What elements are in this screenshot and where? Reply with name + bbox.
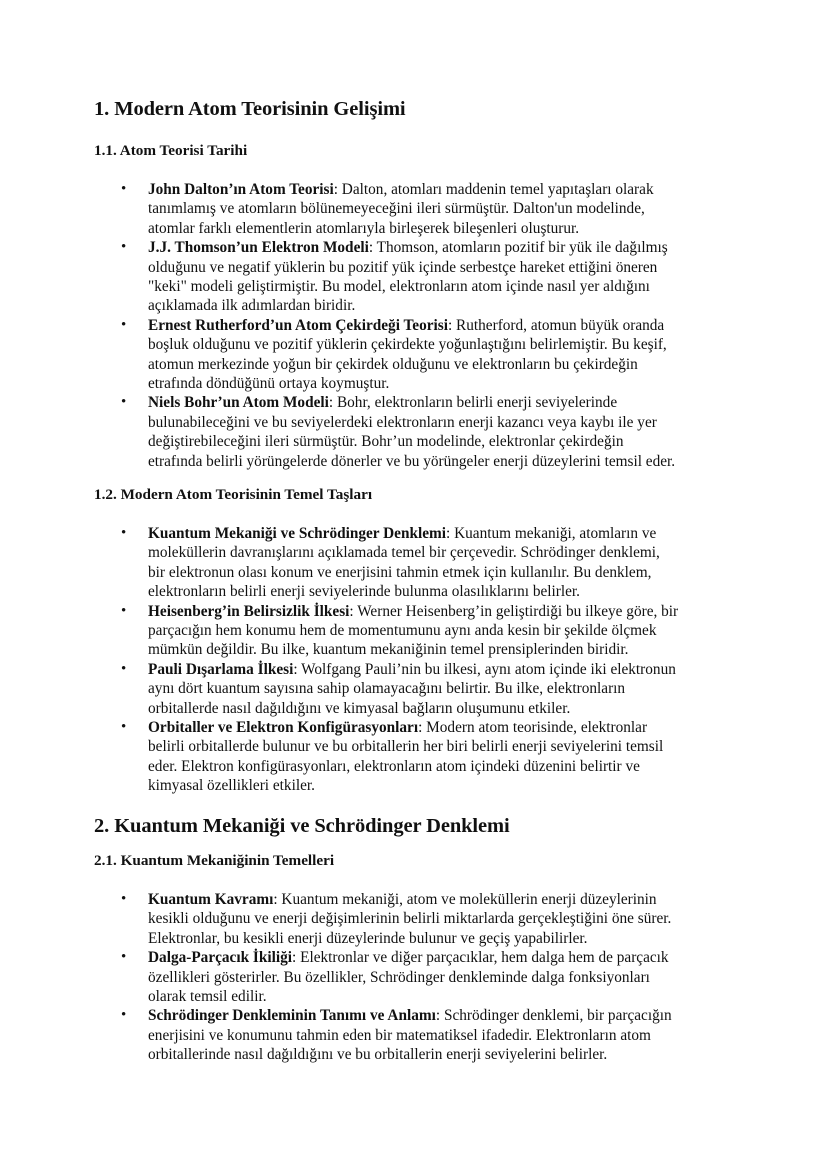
bullet-icon: •: [121, 891, 127, 907]
item-text: : Thomson, atomların pozitif bir yük ile dağılmış: [368, 239, 668, 257]
item-term: Kuantum Mekaniği ve Schrödinger Denklemi: [148, 525, 447, 542]
item-text: orbitallerinde nasıl dağıldığını ve bu orbitallerin enerji seviyelerini belirler.: [148, 1046, 608, 1064]
bullet-icon: •: [121, 719, 127, 736]
item-term: Kuantum Kavramı: [148, 891, 274, 908]
item-text: : Elektronlar ve diğer parçacıklar, hem dalga hem de parçacık: [292, 949, 669, 967]
item-text: bir elektronun olası konum ve enerjisini tahmin etmek için kullanılır. Bu denklem,: [148, 563, 652, 581]
list-item: [0, 1006, 828, 1064]
item-text: enerjisini ve konumunu tahmin eden bir matematiksel ifadedir. Elektronların atom: [148, 1026, 651, 1044]
list-item: [0, 948, 828, 1006]
bullet-list-1-1: [0, 180, 828, 471]
item-text: Elektronlar, bu kesikli enerji düzeylerinde bulunur ve geçiş yapabilirler.: [148, 929, 588, 947]
item-term: Heisenberg’in Belirsizlik İlkesi: [148, 602, 350, 620]
item-text: etrafında belirli yörüngelerde dönerler ve bu yörüngeler enerji düzeylerini temsil eder.: [148, 452, 676, 470]
list-item: [0, 393, 828, 471]
bullet-list-1-2: [0, 524, 828, 796]
item-term: John Dalton’ın Atom Teorisi: [148, 181, 334, 198]
bullet-icon: •: [121, 181, 127, 197]
list-item: [0, 718, 828, 796]
section-heading-1: 1. Modern Atom Teorisinin Gelişimi: [94, 98, 406, 120]
item-text: : Schrödinger denklemi, bir parçacığın: [435, 1007, 672, 1025]
item-text: mümkün değildir. Bu ilke, kuantum mekaniğinin temel prensiplerinden biridir.: [148, 641, 629, 659]
list-item: [0, 660, 828, 718]
list-item: [0, 890, 828, 948]
subsection-heading-2-1: 2.1. Kuantum Mekaniğinin Temelleri: [94, 852, 335, 869]
item-text: açıklamada ilk adımlardan biridir.: [148, 297, 356, 315]
item-text: : Dalton, atomları maddenin temel yapıtaşları olarak: [333, 181, 654, 198]
item-text: : Rutherford, atomun büyük oranda: [447, 316, 665, 334]
item-text: olduğunu ve negatif yüklerin bu pozitif yük içinde serbestçe hareket ettiğini öneren: [148, 258, 658, 276]
bullet-icon: •: [121, 1007, 127, 1024]
item-text: tanımlamış ve atomların bölünemeyeceğini ileri sürmüştür. Dalton'un modelinde,: [148, 200, 645, 218]
bullet-icon: •: [121, 525, 127, 541]
bullet-icon: •: [121, 316, 127, 333]
subsection-heading-1-2: 1.2. Modern Atom Teorisinin Temel Taşları: [94, 486, 373, 503]
item-text: olarak temsil edilir.: [148, 988, 267, 1006]
item-text: orbitallerde nasıl dağıldığını ve kimyasal bağların oluşumunu etkiler.: [148, 699, 571, 717]
item-text: parçacığın hem konumu hem de momentumunu aynı anda kesin bir şekilde ölçmek: [148, 622, 657, 640]
item-term: Schrödinger Denkleminin Tanımı ve Anlamı: [148, 1007, 436, 1025]
item-text: kimyasal özellikleri etkiler.: [148, 777, 315, 795]
item-text: : Kuantum mekaniği, atom ve moleküllerin enerji düzeylerinin: [273, 891, 657, 908]
item-term: Dalga-Parçacık İkiliği: [148, 949, 293, 967]
list-item: [0, 602, 828, 660]
item-text: kesikli olduğunu ve enerji değişimlerinin belirli miktarlarda gerçekleştiğini öne sürer.: [148, 910, 672, 928]
item-text: belirli orbitallerde bulunur ve bu orbitallerin her biri belirli enerji seviyelerini temsil: [148, 738, 664, 756]
section-heading-2: 2. Kuantum Mekaniği ve Schrödinger Denklemi: [94, 815, 510, 837]
item-text: değiştirebileceğini ileri sürmüştür. Bohr’un modelinde, elektronlar çekirdeğin: [148, 433, 624, 451]
bullet-icon: •: [121, 602, 127, 619]
bullet-list-2-1: [0, 890, 828, 1065]
list-item: [0, 238, 828, 316]
item-term: Pauli Dışarlama İlkesi: [148, 660, 294, 678]
item-text: : Kuantum mekaniği, atomların ve: [446, 525, 657, 542]
item-text: : Wolfgang Pauli’nin bu ilkesi, aynı atom içinde iki elektronun: [293, 660, 676, 678]
item-text: atomlar farklı elementlerin atomlarıyla birleşerek bileşenleri oluşturur.: [148, 219, 580, 237]
item-text: elektronların belirli enerji seviyelerinde bulunma olasılıklarını belirler.: [148, 583, 580, 601]
item-text: : Modern atom teorisinde, elektronlar: [418, 719, 648, 737]
bullet-icon: •: [121, 394, 127, 411]
bullet-icon: •: [121, 660, 127, 677]
item-text: eder. Elektron konfigürasyonları, elektronların atom içindeki düzenini belirtir ve: [148, 757, 640, 775]
item-term: Niels Bohr’un Atom Modeli: [148, 394, 329, 412]
item-text: : Bohr, elektronların belirli enerji seviyelerinde: [328, 394, 618, 412]
bullet-icon: •: [121, 239, 127, 256]
item-text: moleküllerin davranışlarını açıklamada temel bir çerçevedir. Schrödinger denklemi,: [148, 544, 660, 562]
item-text: atomun merkezinde yoğun bir çekirdek olduğunu ve elektronların bu çekirdeğin: [148, 355, 638, 373]
item-text: bulunabileceğini ve bu seviyelerdeki elektronların enerji kazancı veya kaybı ile yer: [148, 413, 657, 431]
subsection-heading-1-1: 1.1. Atom Teorisi Tarihi: [94, 142, 248, 159]
item-term: J.J. Thomson’un Elektron Modeli: [148, 239, 369, 257]
item-text: aynı dört kuantum sayısına sahip olamayacağını belirtir. Bu ilke, elektronların: [148, 680, 626, 698]
item-text: etrafında döndüğünü ortaya koymuştur.: [148, 375, 390, 393]
list-item: [0, 524, 828, 602]
item-term: Ernest Rutherford’un Atom Çekirdeği Teorisi: [148, 316, 448, 334]
item-text: özellikleri gösterirler. Bu özellikler, Schrödinger denkleminde dalga fonksiyonları: [148, 968, 650, 986]
list-item: [0, 180, 828, 238]
item-text: "keki" modeli geliştirmiştir. Bu model, elektronların atom içinde nasıl yer aldığını: [148, 278, 650, 296]
list-item: [0, 316, 828, 394]
item-text: : Werner Heisenberg’in geliştirdiği bu ilkeye göre, bir: [349, 602, 679, 620]
item-term: Orbitaller ve Elektron Konfigürasyonları: [148, 719, 419, 737]
bullet-icon: •: [121, 949, 127, 966]
item-text: boşluk olduğunu ve pozitif yüklerin çekirdekte yoğunlaştığını belirlemiştir. Bu keşif,: [148, 336, 667, 354]
